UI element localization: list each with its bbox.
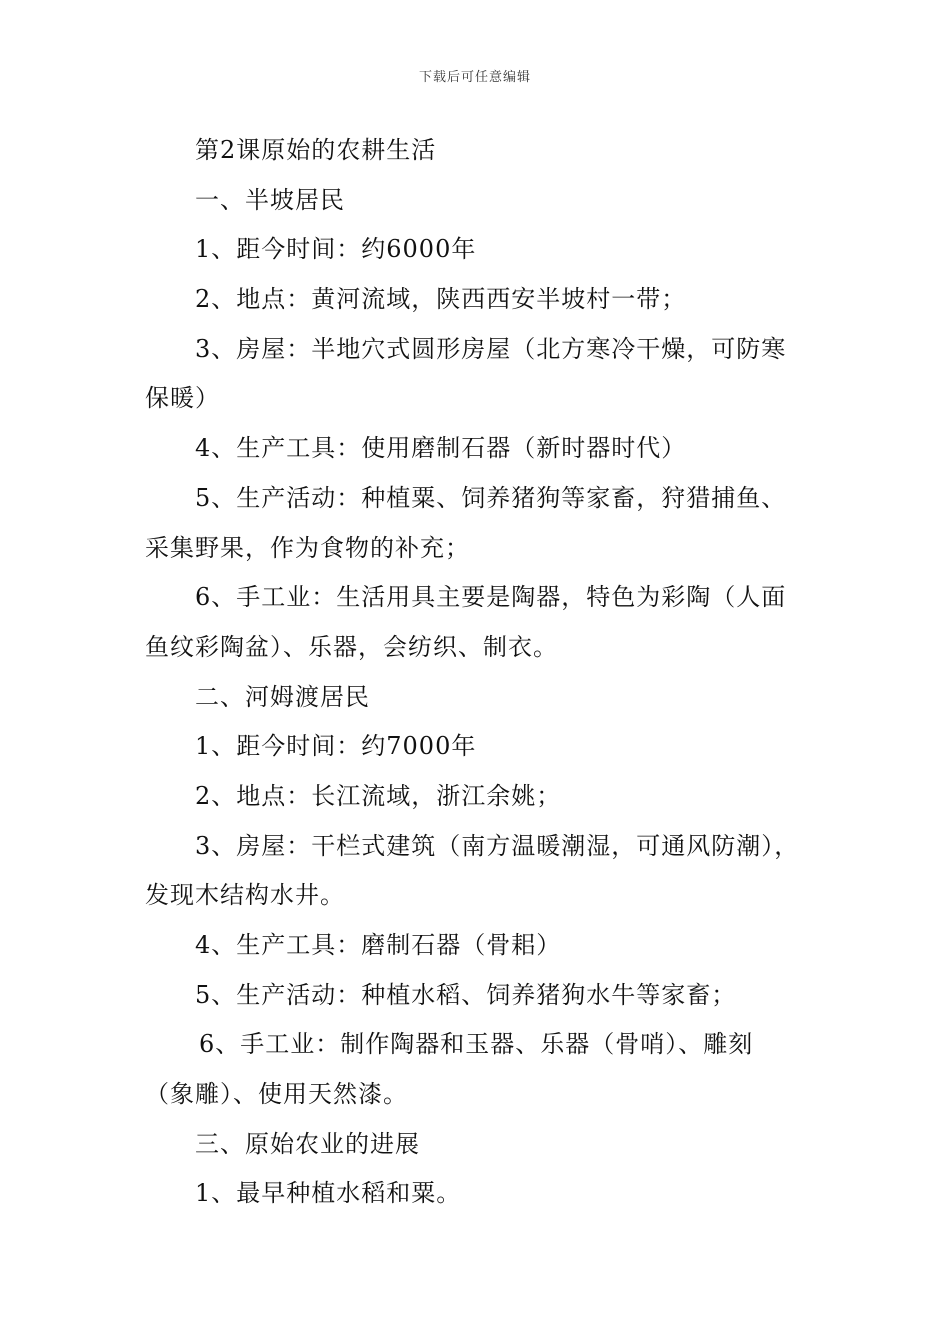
paragraph-line: 6、手工业：生活用具主要是陶器，特色为彩陶（人面 — [195, 583, 787, 612]
paragraph-line: 6、手工业：制作陶器和玉器、乐器（骨哨）、雕刻 — [199, 1030, 754, 1059]
section-heading-banpo: 一、半坡居民 — [195, 185, 345, 214]
paragraph-line: 5、生产活动：种植水稻、饲养猪狗水牛等家畜； — [195, 980, 737, 1009]
paragraph-line: 3、房屋：半地穴式圆形房屋（北方寒冷干燥，可防寒 — [195, 334, 787, 363]
paragraph-line-continued: 采集野果，作为食物的补充； — [145, 533, 470, 562]
paragraph-line: 3、房屋：干栏式建筑（南方温暖潮湿，可通风防潮）， — [195, 831, 800, 860]
paragraph-line: 1、最早种植水稻和粟。 — [195, 1179, 462, 1208]
paragraph-line-continued: （象雕）、使用天然漆。 — [145, 1080, 408, 1109]
paragraph-line: 4、生产工具：磨制石器（骨耜） — [195, 931, 562, 959]
document-body — [145, 126, 810, 1219]
paragraph-line: 1、距今时间：约7000年 — [195, 732, 477, 761]
section-heading-agriculture: 三、原始农业的进展 — [195, 1129, 420, 1158]
paragraph-line: 2、地点：黄河流域，陕西西安半坡村一带； — [195, 285, 687, 314]
page-header-note: 下载后可任意编辑 — [418, 70, 531, 85]
section-heading-hemudu: 二、河姆渡居民 — [195, 682, 370, 711]
lesson-title: 第2课原始的农耕生活 — [195, 136, 437, 164]
paragraph-line: 1、距今时间：约6000年 — [195, 235, 477, 264]
paragraph-line: 2、地点：长江流域，浙江余姚； — [195, 781, 562, 810]
paragraph-line-continued: 保暖） — [145, 384, 220, 413]
paragraph-line: 4、生产工具：使用磨制石器（新时器时代） — [195, 434, 687, 463]
paragraph-line: 5、生产活动：种植粟、饲养猪狗等家畜，狩猎捕鱼、 — [195, 483, 787, 512]
paragraph-line-continued: 发现木结构水井。 — [145, 881, 345, 910]
paragraph-line-continued: 鱼纹彩陶盆）、乐器，会纺织、制衣。 — [145, 632, 558, 661]
